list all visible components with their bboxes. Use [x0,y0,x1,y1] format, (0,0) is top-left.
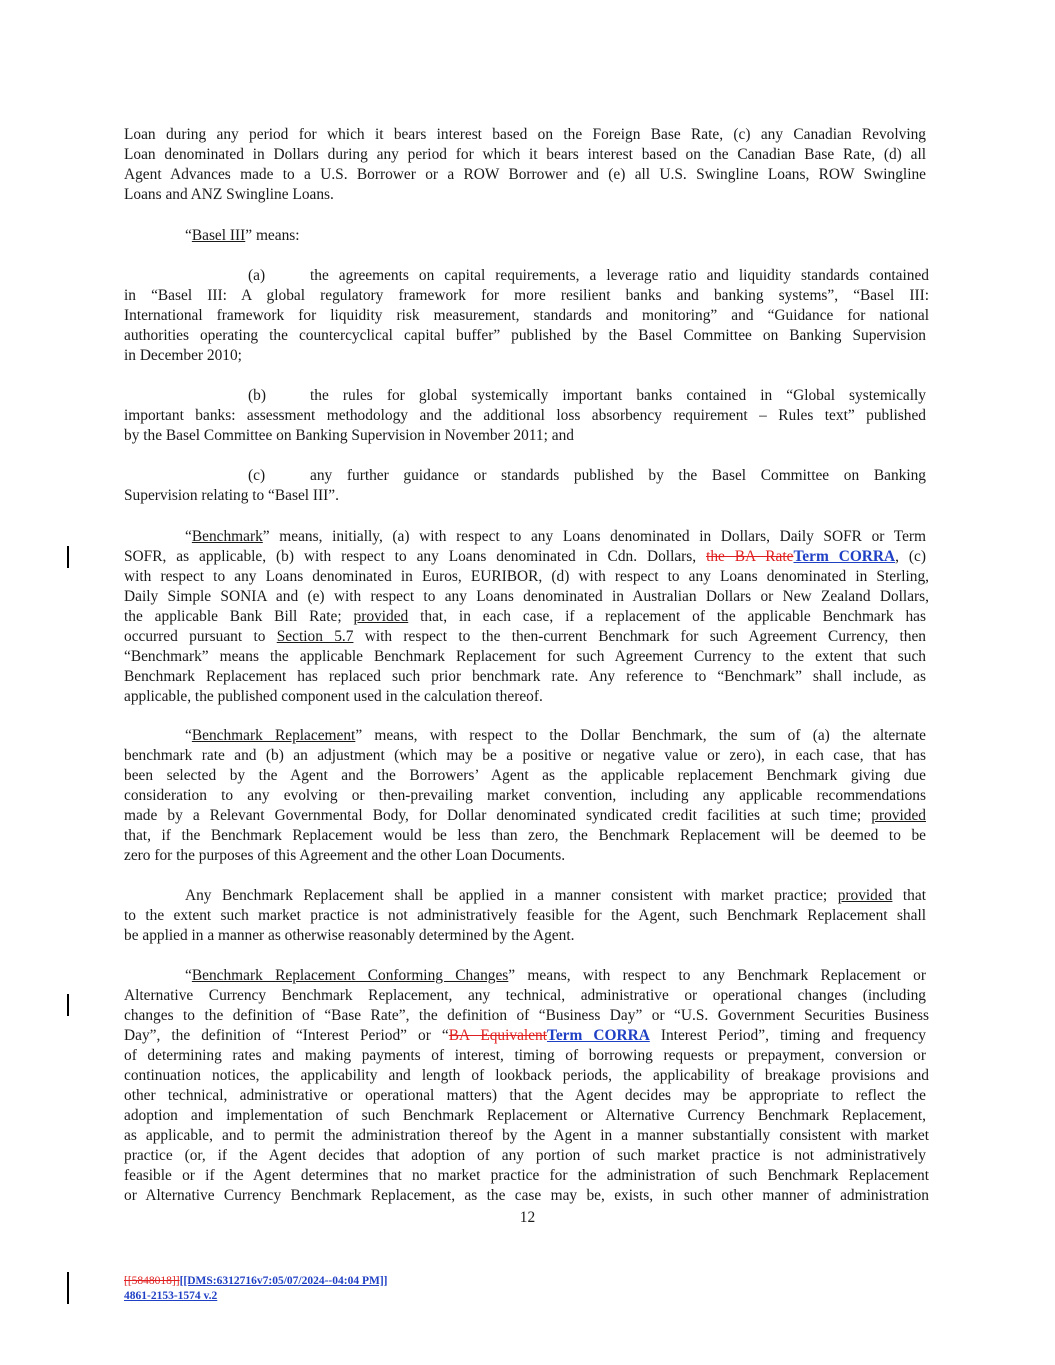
basel-heading: “Basel III” means: [185,227,300,244]
change-bar [67,546,69,568]
conforming-line-11: feasible or if the Agent determines that no market practice for the administration of such Benchmark Replacement [124,1167,929,1184]
conforming-line-1: “Benchmark Replacement Conforming Changes” means, with respect to any Benchmark Replacement or [185,967,926,984]
benchmark-term: Benchmark [191,528,263,545]
provided-term: provided [871,807,926,824]
footer-doc-id: 4861-2153-1574 v.2 [124,1290,218,1302]
benchmark-line-9: applicable, the published component used in the calculation thereof. [124,688,543,705]
basel-a-line-2: in “Basel III: A global regulatory framework for more resilient banks and banking systems”, “Basel III: [124,287,929,304]
footer-dms-line [124,1274,388,1288]
basel-a-line-1: the agreements on capital requirements, a leverage ratio and liquidity standards contained [310,267,929,284]
basel-a-line-5: in December 2010; [124,347,242,364]
conforming-line-5: of determining rates and making payments of interest, timing of borrowing requests or prepayment, conversion or [124,1047,926,1064]
basel-c-line-1: any further guidance or standards published by the Basel Committee on Banking [310,467,926,484]
replacement-line-3: been selected by the Agent and the Borrowers’ Agent as the applicable replacement Benchmark giving due [124,767,926,784]
inserted-text: Term CORRA [793,548,896,565]
benchmark-line-1: “Benchmark” means, initially, (a) with respect to any Loans denominated in Dollars, Daily SOFR or Term [185,528,926,545]
basel-term: Basel III [191,227,246,244]
any-line-3: be applied in a manner as otherwise reasonably determined by the Agent. [124,927,575,944]
benchmark-line-3: with respect to any Loans denominated in Euros, EURIBOR, (d) with respect to any Loans denominated in Sterling, [124,568,929,585]
benchmark-line-5: the applicable Bank Bill Rate; provided that, in each case, if a replacement of the applicable Benchmark has [124,608,926,625]
benchmark-line-7: “Benchmark” means the applicable Benchmark Replacement for such Agreement Currency to the extent that such [124,648,926,665]
any-line-1: Any Benchmark Replacement shall be applied in a manner consistent with market practice; provided that [185,887,926,904]
basel-a-label: (a) [248,267,266,284]
provided-term: provided [837,887,893,904]
conforming-line-3: changes to the definition of “Base Rate”, the definition of “Business Day” or “U.S. Government Securities Business [124,1007,929,1024]
replacement-line-6: that, if the Benchmark Replacement would be less than zero, the Benchmark Replacement will be deemed to be [124,827,926,844]
deleted-text: the BA Rate [706,548,794,565]
footer-deleted-id: [[5848018]] [124,1275,180,1287]
conforming-line-10: practice (or, if the Agent decides that adoption of any portion of such market practice is not administratively [124,1147,926,1164]
conforming-line-7: other technical, administrative or operational matters) that the Agent decides may be appropriate to reflect the [124,1087,926,1104]
benchmark-line-2: SOFR, as applicable, (b) with respect to any Loans denominated in Cdn. Dollars, the BA RateTerm CORRA, (c) [124,548,926,565]
replacement-line-1: “Benchmark Replacement” means, with respect to the Dollar Benchmark, the sum of (a) the alternate [185,727,926,744]
basel-c-label: (c) [248,467,266,484]
intro-line-3: Agent Advances made to a U.S. Borrower or a ROW Borrower and (e) all U.S. Swingline Loans, ROW Swingline [124,166,926,183]
conforming-line-6: continuation notices, the applicability and length of lookback periods, the applicability of breakage provisions and [124,1067,929,1084]
page-number: 12 [519,1209,536,1226]
conforming-line-8: adoption and implementation of such Benchmark Replacement or Alternative Currency Benchmark Replacement, [124,1107,926,1124]
basel-b-label: (b) [248,387,266,404]
conforming-line-4: Day”, the definition of “Interest Period” or “BA EquivalentTerm CORRA Interest Period”, timing and frequency [124,1027,926,1044]
basel-a-line-3: International framework for liquidity risk measurement, standards and monitoring” and “Guidance for national [124,307,929,324]
conforming-term: Benchmark Replacement Conforming Changes [191,967,509,984]
basel-a-line-4: authorities operating the countercyclical capital buffer” published by the Basel Committee on Banking Supervision [124,327,926,344]
basel-b-line-1: the rules for global systemically important banks contained in “Global systemically [310,387,926,404]
conforming-line-2: Alternative Currency Benchmark Replacement, any technical, administrative or operational changes (including [124,987,926,1004]
intro-line-1: Loan during any period for which it bears interest based on the Foreign Base Rate, (c) any Canadian Revolving [124,126,926,143]
footer-inserted-id: [[DMS:6312716v7:05/07/2024--04:04 PM]] [179,1275,388,1287]
provided-term: provided [353,608,409,625]
section-reference: Section 5.7 [276,628,354,645]
replacement-line-5: made by a Relevant Governmental Body, for Dollar denominated syndicated credit facilities at such time; provided [124,807,926,824]
intro-line-4: Loans and ANZ Swingline Loans. [124,186,334,203]
benchmark-line-6: occurred pursuant to Section 5.7 with respect to the then-current Benchmark for such Agreement Currency, then [124,628,926,645]
benchmark-line-4: Daily Simple SONIA and (e) with respect to any Loans denominated in Australian Dollars or New Zealand Dollars, [124,588,929,605]
intro-line-2: Loan denominated in Dollars during any period for which it bears interest based on the Canadian Base Rate, (d) all [124,146,926,163]
inserted-text: Term CORRA [547,1027,650,1044]
basel-b-line-3: by the Basel Committee on Banking Supervision in November 2011; and [124,427,574,444]
replacement-term: Benchmark Replacement [191,727,356,744]
conforming-line-12: or Alternative Currency Benchmark Replacement, as the case may be, exists, in such other manner of administration [124,1187,929,1204]
replacement-line-4: consideration to any evolving or then-prevailing market convention, including any applicable recommendations [124,787,926,804]
change-bar [67,994,69,1016]
replacement-line-7: zero for the purposes of this Agreement and the other Loan Documents. [124,847,566,864]
change-bar [67,1272,69,1304]
benchmark-line-8: Benchmark Replacement has replaced such prior benchmark rate. Any reference to “Benchmark” shall include, as [124,668,926,685]
conforming-line-9: as applicable, and to permit the administration thereof by the Agent in a manner substantially consistent with market [124,1127,929,1144]
any-line-2: to the extent such market practice is not administratively feasible for the Agent, such Benchmark Replacement shall [124,907,926,924]
deleted-text: BA Equivalent [448,1027,547,1044]
replacement-line-2: benchmark rate and (b) an adjustment (which may be a positive or negative value or zero), in each case, that has [124,747,926,764]
basel-b-line-2: important banks: assessment methodology and the additional loss absorbency requirement – Rules text” published [124,407,926,424]
basel-c-line-2: Supervision relating to “Basel III”. [124,487,339,504]
